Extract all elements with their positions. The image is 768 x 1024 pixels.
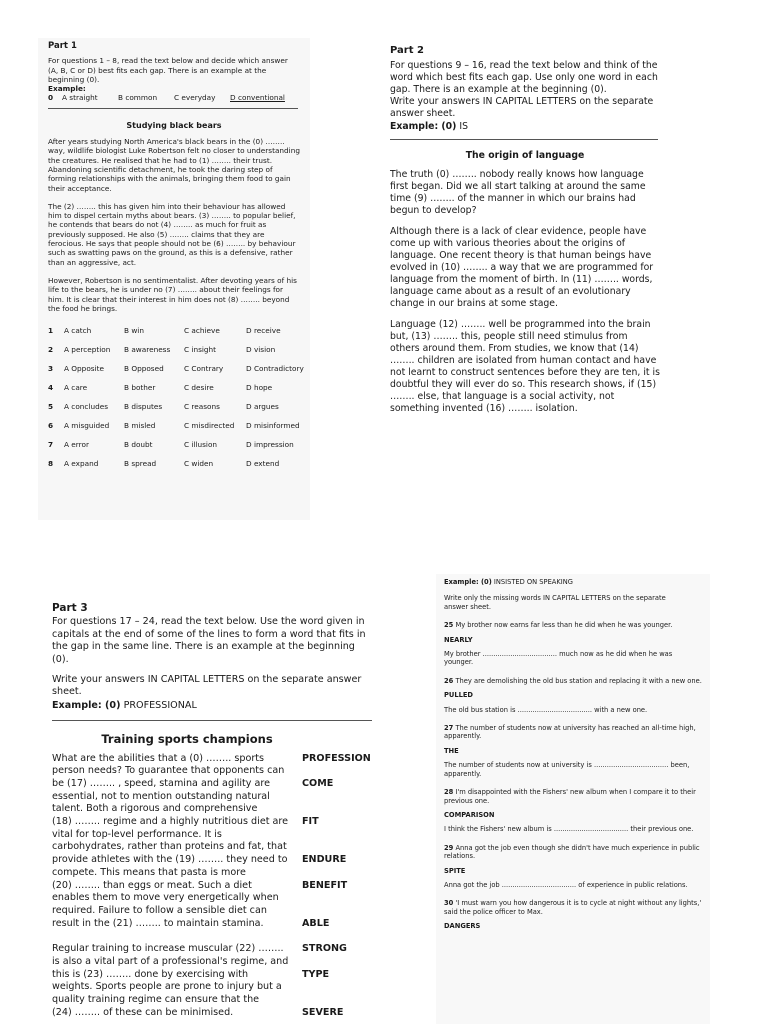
text-line [52,880,382,893]
word-given: COME [302,778,334,790]
option-row [48,364,308,383]
option-b: B bother [124,383,156,393]
part3-instruction-2: Write your answers IN CAPITAL LETTERS on the separate answer sheet. [52,674,362,698]
option-num: 8 [48,459,54,469]
text-line [52,753,382,766]
line-text: required. Failure to follow a sensible diet can [52,904,267,916]
option-a: A concludes [64,402,108,412]
line-text: talent. Both a rigorous and comprehensive [52,803,258,815]
word-given [302,994,382,1007]
part1-paragraph: The (2) …….. this has given him into their behaviour has allowed him to dispel certain myths about bears. (3) …….. to popular belief, he contends that bears do not (4) …….. as much for fruit as previously supposed. He also (5) …….. claims that they are ferocious. He says that people should not be (6) …….. by behaviour such as swatting paws on the ground, as this is a defensive, rather than an aggressive, act. [48,201,296,267]
word-given: TYPE [302,968,330,980]
part3-example-label: Example: (0) [52,699,121,711]
option-d: D impression [246,440,294,450]
option-d: D vision [246,345,276,355]
question-item [444,899,702,930]
question-keyword: DANGERS [444,922,481,931]
word-given [302,803,382,816]
word-given [302,867,382,880]
text-line [52,905,382,918]
question-number: 29 [444,843,454,852]
option-num: 6 [48,421,54,431]
divider [48,108,298,109]
option-a: A Opposite [64,364,104,374]
option-d: D argues [246,402,279,412]
line-text: be (17) …….. , speed, stamina and agility are [52,778,271,790]
option-row [48,345,308,364]
text-line [52,867,382,880]
word-given: STRONG [302,943,347,955]
text-line [52,994,382,1007]
line-text: result in the (21) …….. to maintain stamina. [52,917,264,929]
line-text: weights. Sports people are prone to injury but a [52,981,282,993]
word-given [302,930,382,943]
word-given: FIT [302,816,319,828]
question-number: 25 [444,621,454,630]
text-line [52,854,382,867]
option-num: 3 [48,364,54,374]
text-line [52,1007,382,1020]
option-b: B misled [124,421,156,431]
part1-panel [38,38,310,520]
line-text: (20) …….. than eggs or meat. Such a diet [52,879,252,891]
line-text: person needs? To guarantee that opponents can [52,765,285,777]
word-given: BENEFIT [302,879,348,891]
line-text: (24) …….. of these can be minimised. [52,1006,234,1018]
question-item [444,844,702,890]
word-given [302,791,382,804]
text-line [52,930,382,943]
line-text: (18) …….. regime and a highly nutritious diet are [52,816,289,828]
word-given [302,765,382,778]
part3-example-answer: PROFESSIONAL [123,699,197,711]
line-text [52,930,302,943]
part3-text-table [52,753,382,1020]
line-text: essential, not to mention outstanding natural [52,790,270,802]
part2-example-label: Example: (0) [390,121,457,132]
line-text: vital for top-level performance. It is [52,828,222,840]
part2-heading: Part 2 [390,45,424,56]
option-a: A misguided [64,421,110,431]
word-given [302,956,382,969]
option-a: A straight [62,93,98,103]
option-d: D hope [246,383,273,393]
option-num: 7 [48,440,54,450]
part1-example-row [48,93,298,102]
text-line [52,803,382,816]
text-line [52,816,382,829]
line-text: Regular training to increase muscular (22) …….. [52,943,284,955]
option-num: 2 [48,345,54,355]
text-line [52,892,382,905]
question-fill: The number of students now at university is ................................... been, apparently. [444,761,690,778]
option-row [48,421,308,440]
text-line [52,943,382,956]
part1-example-label: Example: [48,84,86,94]
word-given [302,841,382,854]
text-line [52,956,382,969]
question-keyword: PULLED [444,691,473,700]
word-given [302,892,382,905]
option-a: A expand [64,459,99,469]
option-c: C desire [184,383,214,393]
question-item [444,677,702,714]
option-b: B common [118,93,158,103]
question-number: 28 [444,788,454,797]
option-row [48,402,308,421]
question-text: The number of students now at university has reached an all-time high, apparently. [444,724,696,741]
option-b: B doubt [124,440,153,450]
option-b: B win [124,326,144,336]
text-line [52,969,382,982]
part3-panel [40,600,385,1024]
option-a: A perception [64,345,111,355]
question-fill: My brother ................................... much now as he did when he was younger. [444,650,673,667]
question-keyword: NEARLY [444,635,473,644]
option-c: C achieve [184,326,220,336]
text-line [52,981,382,994]
word-given [302,905,382,918]
question-fill: I think the Fishers' new album is ................................... their previous one. [444,825,694,834]
question-item [444,724,702,778]
part2-title: The origin of language [465,150,585,161]
part4-example-answer: INSISTED ON SPEAKING [493,578,573,586]
option-b: B awareness [124,345,171,355]
text-line [52,791,382,804]
part2-instruction-2: Write your answers IN CAPITAL LETTERS on the separate answer sheet. [390,96,654,119]
question-text: They are demolishing the old bus station and replacing it with a new one. [455,676,702,685]
option-a: A error [64,440,89,450]
question-text: I'm disappointed with the Fishers' new album when I compare it to their previous one. [444,788,696,805]
part1-title: Studying black bears [126,120,222,130]
part2-instruction: For questions 9 – 16, read the text below and think of the word which best fits each gap. Use only one word in each gap. There is an example at the beginning (0). [390,60,658,95]
text-line [52,829,382,842]
word-given [302,829,382,842]
option-c: C widen [184,459,214,469]
line-text: carbohydrates, rather than proteins and fat, that [52,841,287,853]
option-a: A catch [64,326,92,336]
option-d: D receive [246,326,281,336]
option-row [48,440,308,459]
option-c: C insight [184,345,217,355]
line-text: quality training regime can ensure that the [52,994,260,1006]
question-item [444,788,702,834]
part3-instruction: For questions 17 – 24, read the text below. Use the word given in capitals at the end of some of the lines to form a word that fits in the gap in the same line. There is an example at the beginning (0). [52,616,366,665]
part1-paragraph: However, Robertson is no sentimentalist. After devoting years of his life to the bears, he is under no (7) …….. about their feelings for him. It is clear that their interest in him does not (8) …….. beyond the food he brings. [48,275,297,313]
divider [390,139,658,140]
part2-paragraph: Although there is a lack of clear evidence, people have come up with various theories about the origins of language. One recent theory is that human beings have evolved in (10) …….. a way that we are programmed for language from the moment of birth. In (11) …….. words, language came about as a result of an evolutionary change in our brains at some stage. [390,226,654,309]
question-item [444,621,702,667]
option-row [48,326,308,345]
part1-paragraph: After years studying North America's black bears in the (0) …….. way, wildlife biologist Luke Robertson felt no closer to understanding the creatures. He realised that he had to (1) …….. their trust. Abandoning scientific detachment, he took the daring step of forming relationships with the animals, bringing them food to gain their acceptance. [48,137,300,193]
line-text: enables them to move very energetically when [52,892,279,904]
word-given: ENDURE [302,854,347,866]
line-text: What are the abilities that a (0) …….. sports [52,752,265,764]
part1-options-table [48,326,308,478]
option-b: B disputes [124,402,163,412]
part2-example-answer: IS [459,121,469,132]
question-keyword: THE [444,746,459,755]
option-num: 4 [48,383,54,393]
question-text: My brother now earns far less than he did when he was younger. [455,621,673,630]
question-number: 30 [444,899,454,908]
word-given [302,981,382,994]
option-row [48,383,308,402]
option-d: D extend [246,459,280,469]
question-keyword: SPITE [444,866,466,875]
option-num: 0 [48,93,54,103]
question-fill: The old bus station is ................................... with a new one. [444,705,648,714]
option-d: D Contradictory [246,364,304,374]
part4-instruction: Write only the missing words IN CAPITAL LETTERS on the separate answer sheet. [444,594,666,611]
question-keyword: COMPARISON [444,810,495,819]
part2-panel [384,38,666,438]
divider [52,720,372,721]
option-c: C everyday [174,93,216,103]
option-c: C illusion [184,440,218,450]
option-num: 1 [48,326,54,336]
word-given: PROFESSION [302,752,371,764]
option-row [48,459,308,478]
part2-paragraph: The truth (0) …….. nobody really knows how language first began. Did we all start talking at around the same time (9) …….. of the manner in which our brains had begun to develop? [390,169,646,216]
word-given: ABLE [302,917,330,929]
line-text: is also a vital part of a professional's regime, and [52,955,289,967]
word-given: SEVERE [302,1006,344,1018]
question-number: 26 [444,676,454,685]
part4-panel [436,574,710,1024]
text-line [52,778,382,791]
option-a: A care [64,383,88,393]
option-c: C reasons [184,402,220,412]
line-text: provide athletes with the (19) …….. they need to [52,854,288,866]
option-b: B Opposed [124,364,164,374]
part3-title: Training sports champions [101,732,273,747]
question-text: 'I must warn you how dangerous it is to cycle at night without any lights,' said the police officer to Max. [444,899,702,916]
line-text: this is (23) …….. done by exercising with [52,968,249,980]
question-text: Anna got the job even though she didn't have much experience in public relations. [444,843,700,861]
part3-heading: Part 3 [52,602,88,614]
option-num: 5 [48,402,54,412]
option-c: C misdirected [184,421,235,431]
question-number: 27 [444,724,454,733]
part1-instruction: For questions 1 – 8, read the text below and decide which answer (A, B, C or D) best fits each gap. There is an example at the beginning (0). [48,56,288,84]
option-d: D misinformed [246,421,300,431]
line-text: compete. This means that pasta is more [52,866,246,878]
part1-heading: Part 1 [48,41,77,51]
text-line [52,765,382,778]
option-c: C Contrary [184,364,224,374]
question-fill: Anna got the job ................................... of experience in public relations. [444,880,688,889]
part4-example-label: Example: (0) [444,578,492,586]
option-b: B spread [124,459,157,469]
text-line [52,841,382,854]
text-line [52,918,382,931]
part2-paragraph: Language (12) …….. well be programmed into the brain but, (13) …….. this, people still need stimulus from others around them. From studies, we know that (14) …….. children are isolated from human contact and have not learnt to construct sentences before they are ten, it is doubtful they will ever do so. This research shows, if (15) …….. else, that language is a social activity, not something invented (16) …….. isolation. [390,319,660,414]
option-d: D conventional [230,93,285,103]
